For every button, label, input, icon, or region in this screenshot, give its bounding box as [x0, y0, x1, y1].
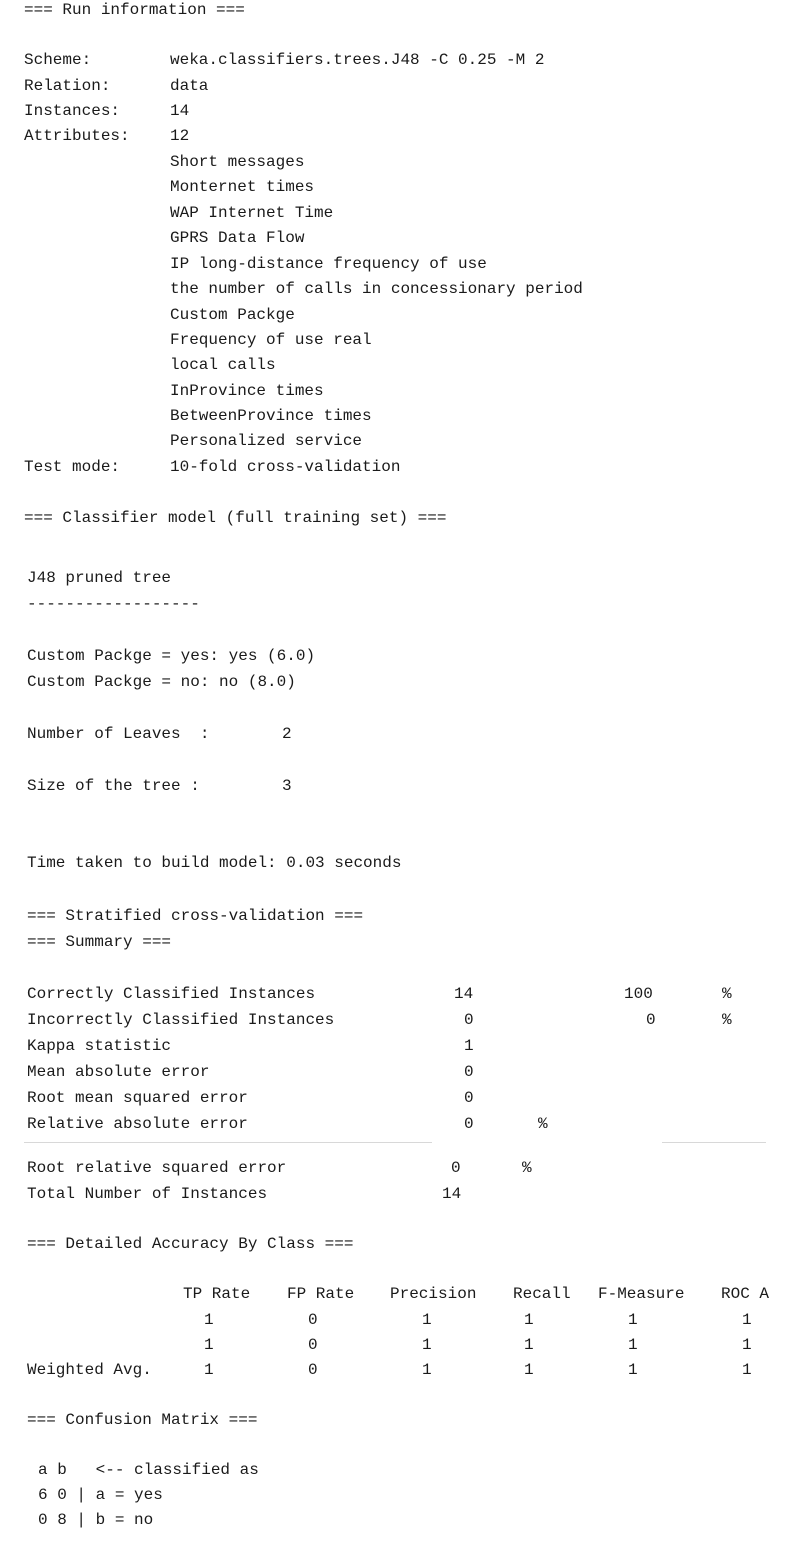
tree-rule: Custom Packge = yes: yes (6.0) — [27, 647, 316, 665]
tree-size-value: 3 — [282, 777, 292, 795]
test-mode-value: 10-fold cross-validation — [170, 458, 401, 476]
tree-rule: Custom Packge = no: no (8.0) — [27, 673, 296, 691]
rrse-label: Root relative squared error — [27, 1159, 287, 1177]
confusion-header: === Confusion Matrix === — [27, 1411, 258, 1429]
run-info-header: === Run information === — [24, 1, 245, 19]
accuracy-cell: 0 — [308, 1311, 318, 1329]
incorrect-label: Incorrectly Classified Instances — [27, 1011, 335, 1029]
attribute-item: InProvince times — [170, 382, 324, 400]
accuracy-cell: 1 — [524, 1311, 534, 1329]
kappa-value: 1 — [464, 1037, 474, 1055]
total-value: 14 — [442, 1185, 462, 1203]
column-header: Recall — [513, 1285, 571, 1303]
rae-label: Relative absolute error — [27, 1115, 248, 1133]
incorrect-percent: 0 — [646, 1011, 656, 1029]
relation-label: Relation: — [24, 77, 111, 95]
rae-value: 0 — [464, 1115, 474, 1133]
accuracy-cell: 1 — [204, 1361, 214, 1379]
correct-percent-unit: % — [722, 985, 732, 1003]
tree-size-label: Size of the tree : — [27, 777, 200, 795]
rae-unit: % — [538, 1115, 548, 1133]
accuracy-cell: 1 — [204, 1311, 214, 1329]
rrse-unit: % — [522, 1159, 532, 1177]
column-header: FP Rate — [287, 1285, 355, 1303]
accuracy-cell: 1 — [628, 1311, 638, 1329]
tree-title: J48 pruned tree — [27, 569, 172, 587]
mae-label: Mean absolute error — [27, 1063, 210, 1081]
attribute-item: Frequency of use real — [170, 331, 372, 349]
accuracy-cell: 1 — [422, 1361, 432, 1379]
accuracy-cell: 1 — [422, 1336, 432, 1354]
rrse-value: 0 — [451, 1159, 461, 1177]
rmse-value: 0 — [464, 1089, 474, 1107]
relation-value: data — [170, 77, 209, 95]
accuracy-cell: 1 — [628, 1336, 638, 1354]
attribute-item: local calls — [170, 356, 276, 374]
attribute-item: the number of calls in concessionary period — [170, 280, 583, 298]
mae-value: 0 — [464, 1063, 474, 1081]
confusion-line: 0 8 | b = no — [38, 1511, 154, 1529]
accuracy-cell: 1 — [742, 1361, 752, 1379]
confusion-line: a b <-- classified as — [38, 1461, 259, 1479]
attribute-item: BetweenProvince times — [170, 407, 372, 425]
rmse-label: Root mean squared error — [27, 1089, 248, 1107]
attribute-item: IP long-distance frequency of use — [170, 255, 487, 273]
accuracy-cell: 1 — [742, 1336, 752, 1354]
accuracy-cell: 0 — [308, 1336, 318, 1354]
tree-underline: ------------------ — [27, 595, 200, 613]
test-mode-label: Test mode: — [24, 458, 121, 476]
time-taken: Time taken to build model: 0.03 seconds — [27, 854, 402, 872]
correct-label: Correctly Classified Instances — [27, 985, 316, 1003]
column-header: F-Measure — [598, 1285, 685, 1303]
weighted-avg-label: Weighted Avg. — [27, 1361, 152, 1379]
instances-value: 14 — [170, 102, 190, 120]
accuracy-header: === Detailed Accuracy By Class === — [27, 1235, 354, 1253]
attribute-item: GPRS Data Flow — [170, 229, 305, 247]
attribute-item: Personalized service — [170, 432, 363, 450]
divider-line — [24, 1142, 432, 1143]
accuracy-cell: 1 — [204, 1336, 214, 1354]
incorrect-percent-unit: % — [722, 1011, 732, 1029]
scheme-label: Scheme: — [24, 51, 92, 69]
accuracy-cell: 1 — [628, 1361, 638, 1379]
correct-percent: 100 — [624, 985, 653, 1003]
attribute-item: Monternet times — [170, 178, 315, 196]
instances-label: Instances: — [24, 102, 121, 120]
divider-line — [662, 1142, 766, 1143]
accuracy-cell: 1 — [524, 1336, 534, 1354]
accuracy-cell: 1 — [524, 1361, 534, 1379]
incorrect-value: 0 — [464, 1011, 474, 1029]
accuracy-cell: 0 — [308, 1361, 318, 1379]
attribute-item: WAP Internet Time — [170, 204, 334, 222]
leaves-value: 2 — [282, 725, 292, 743]
attribute-item: Short messages — [170, 153, 305, 171]
kappa-label: Kappa statistic — [27, 1037, 172, 1055]
classifier-model-header: === Classifier model (full training set) === — [24, 509, 447, 527]
column-header: Precision — [390, 1285, 477, 1303]
accuracy-cell: 1 — [422, 1311, 432, 1329]
scheme-value: weka.classifiers.trees.J48 -C 0.25 -M 2 — [170, 51, 545, 69]
correct-value: 14 — [454, 985, 474, 1003]
summary-header: === Summary === — [27, 933, 172, 951]
column-header: ROC A — [721, 1285, 770, 1303]
cv-header: === Stratified cross-validation === — [27, 907, 364, 925]
attribute-item: Custom Packge — [170, 306, 295, 324]
total-label: Total Number of Instances — [27, 1185, 268, 1203]
confusion-line: 6 0 | a = yes — [38, 1486, 163, 1504]
accuracy-cell: 1 — [742, 1311, 752, 1329]
attributes-count: 12 — [170, 127, 190, 145]
leaves-label: Number of Leaves : — [27, 725, 210, 743]
attributes-label: Attributes: — [24, 127, 130, 145]
column-header: TP Rate — [183, 1285, 251, 1303]
